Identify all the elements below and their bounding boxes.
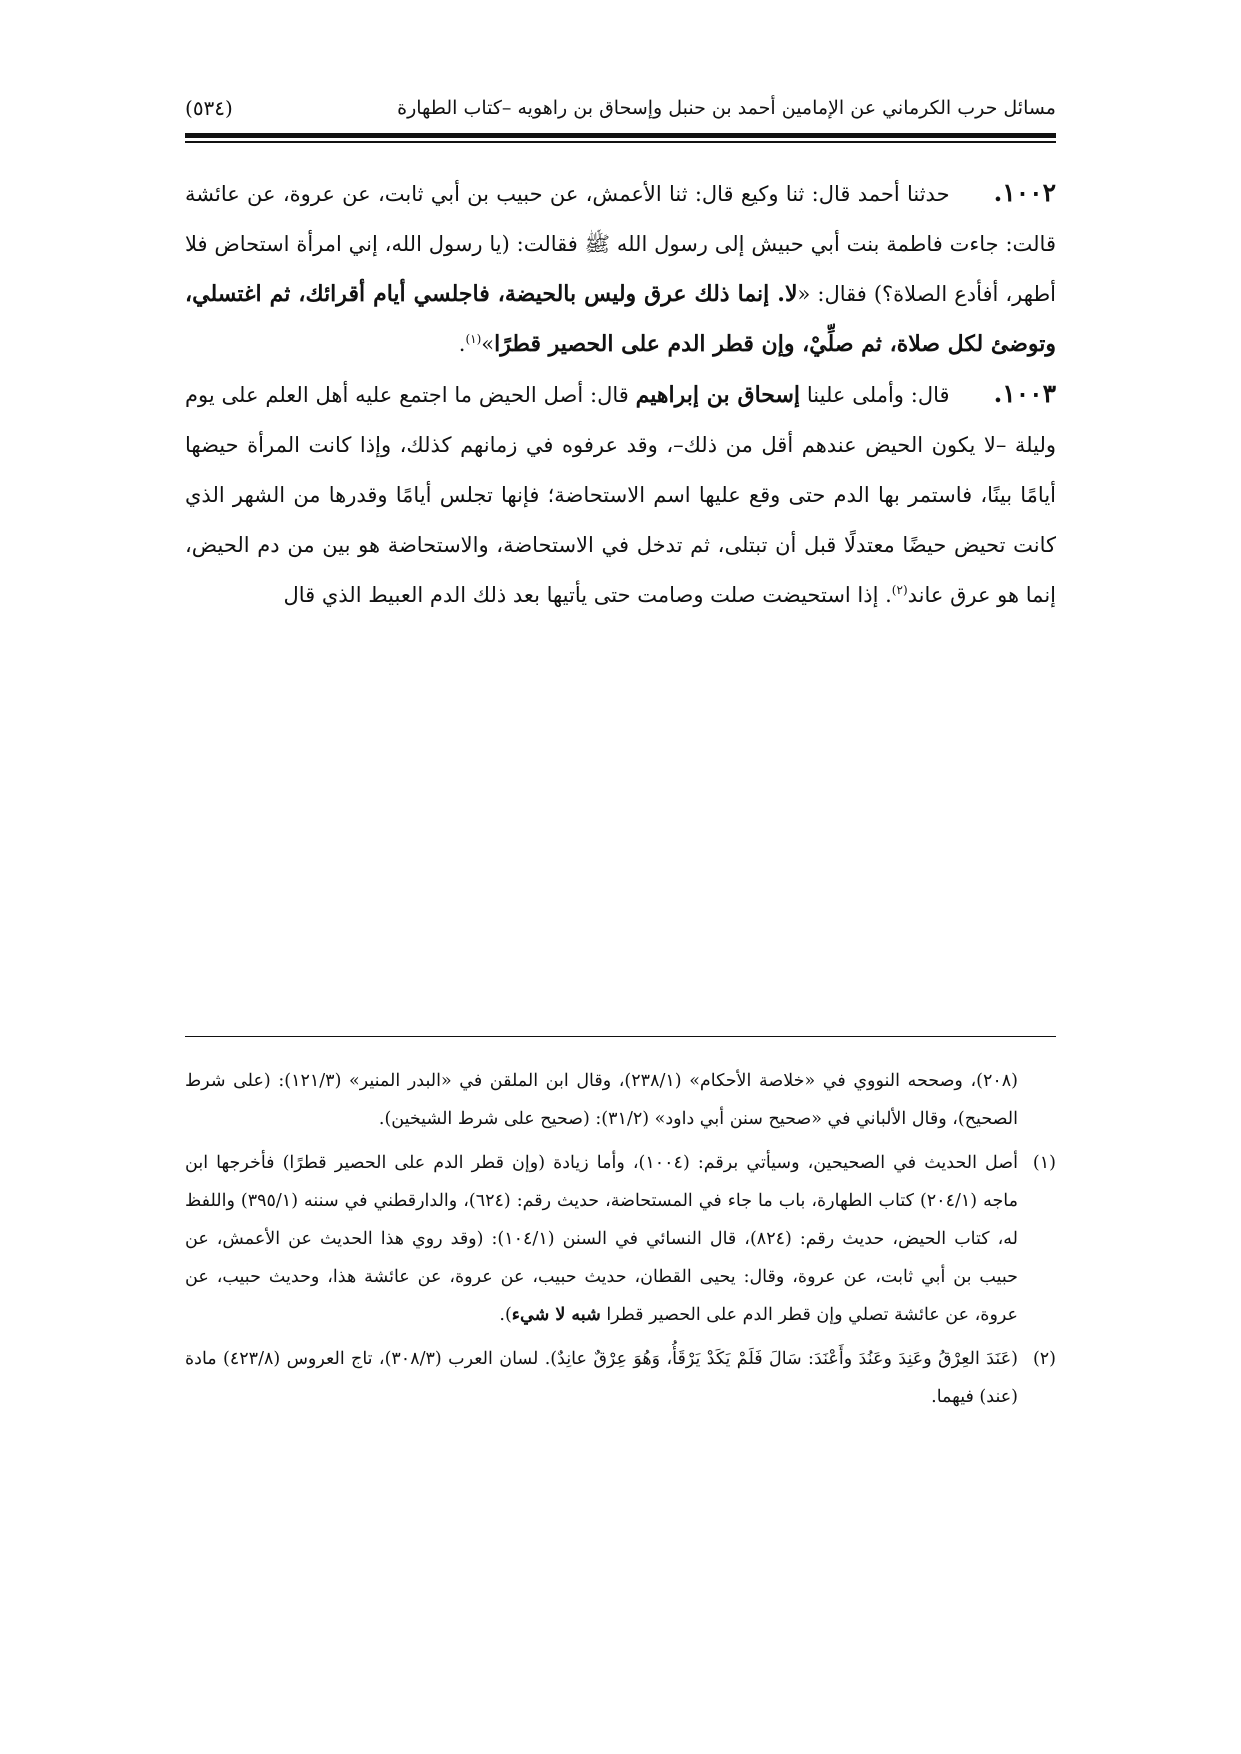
footnote-2	[185, 1340, 1056, 1416]
running-header	[185, 88, 1056, 128]
hadith-text-end: .	[458, 332, 466, 356]
hadith-1003	[185, 369, 1056, 620]
footnote-text: (عَنَدَ العِرْقُ وعَنِدَ وعَنُدَ وأَعْنَدَ: سَالَ فَلَمْ يَكَدْ يَرْقَأُ، وَهُوَ عِرْقٌ عانِدٌ). لسان العرب (٣٠٨/٣)، تاج العروس (٤٢٣/٨) مادة (عند) فيهما.	[185, 1349, 1018, 1407]
footnote-ref[interactable]: (١)	[465, 332, 482, 346]
hadith-text-main: قال: أصل الحيض ما اجتمع عليه أهل العلم على يوم وليلة –لا يكون الحيض عندهم أقل من ذلك–، وقد عرفوه في زمانهم كذلك، وإذا كانت المرأة حيضها أيامًا بينًا، فاستمر بها الدم حتى وقع عليها اسم الاستحاضة؛ فإنها تجلس أيامًا وقدرها من الشهر الذي كانت تحيض حيضًا معتدلًا قبل أن تبتلى، ثم تدخل في الاستحاضة، والاستحاضة هو بين من دم الحيض، إنما هو عرق عاند	[185, 383, 1056, 607]
hadith-1002	[185, 168, 1056, 369]
page-number: (٥٣٤)	[185, 96, 233, 120]
hadith-number: ١٠٠٣.	[993, 379, 1057, 408]
header-rule-thin	[185, 141, 1056, 143]
hadith-text: قال: وأملى علينا	[800, 383, 950, 407]
hadith-quote-bold: لا. إنما ذلك عرق وليس بالحيضة، فاجلسي أيام أقرائك، ثم اغتسلي، وتوضئ لكل صلاة، ثم صلِّيْ، وإن قطر الدم على الحصير قطرًا	[185, 281, 1056, 357]
quote-close: »	[481, 332, 495, 356]
header-title: مسائل حرب الكرماني عن الإمامين أحمد بن حنبل وإسحاق بن راهويه –كتاب الطهارة	[397, 97, 1056, 119]
hadith-text-after: . إذا استحيضت صلت وصامت حتى يأتيها بعد ذلك الدم العبيط الذي قال	[283, 583, 892, 607]
footnote-1	[185, 1144, 1056, 1334]
narrator-name-bold: إسحاق بن إبراهيم	[635, 382, 801, 408]
footnote-text-end: ).	[499, 1305, 512, 1325]
header-rule-thick	[185, 133, 1056, 138]
hadith-text: حدثنا أحمد قال: ثنا وكيع قال: ثنا الأعمش، عن حبيب بن أبي ثابت، عن عروة، عن عائشة قالت: جاءت فاطمة بنت أبي حبيش إلى رسول الله ﷺ فقالت: (يا رسول الله، إني امرأة استحاض فلا أطهر، أفأدع الصلاة؟) فقال: «	[185, 182, 1056, 306]
footnote-separator	[185, 1036, 1056, 1037]
footnote-text: أصل الحديث في الصحيحين، وسيأتي برقم: (١٠٠٤)، وأما زيادة (وإن قطر الدم على الحصير قطرًا) فأخرجها ابن ماجه (٢٠٤/١) كتاب الطهارة، باب ما جاء في المستحاضة، حديث رقم: (٦٢٤)، والدارقطني في سننه (٣٩٥/١) واللفظ له، كتاب الحيض، حديث رقم: (٨٢٤)، قال النسائي في السنن (١٠٤/١): (وقد روي هذا الحديث عن الأعمش، عن حبيب بن أبي ثابت، عن عروة، وقال: يحيى القطان، حديث حبيب، عن عروة، عن عائشة هذا، وحديث حبيب، عن عروة، عن عائشة تصلي وإن قطر الدم على الحصير قطرا	[185, 1153, 1019, 1325]
footnote-mark: (٢)	[1032, 1349, 1056, 1369]
main-text	[185, 168, 1056, 620]
hadith-number: ١٠٠٢.	[993, 178, 1056, 207]
footnote-mark: (١)	[1032, 1153, 1056, 1173]
footnotes	[185, 1062, 1056, 1422]
footnote-bold: شبه لا شيء	[511, 1305, 601, 1325]
footnote-continuation: (٢٠٨)، وصححه النووي في «خلاصة الأحكام» (٢٣٨/١)، وقال ابن الملقن في «البدر المنير» (١٢١/٣): (على شرط الصحيح)، وقال الألباني في «صحيح سنن أبي داود» (٣١/٢): (صحيح على شرط الشيخين).	[185, 1071, 1018, 1129]
footnote-ref[interactable]: (٢)	[891, 583, 908, 597]
